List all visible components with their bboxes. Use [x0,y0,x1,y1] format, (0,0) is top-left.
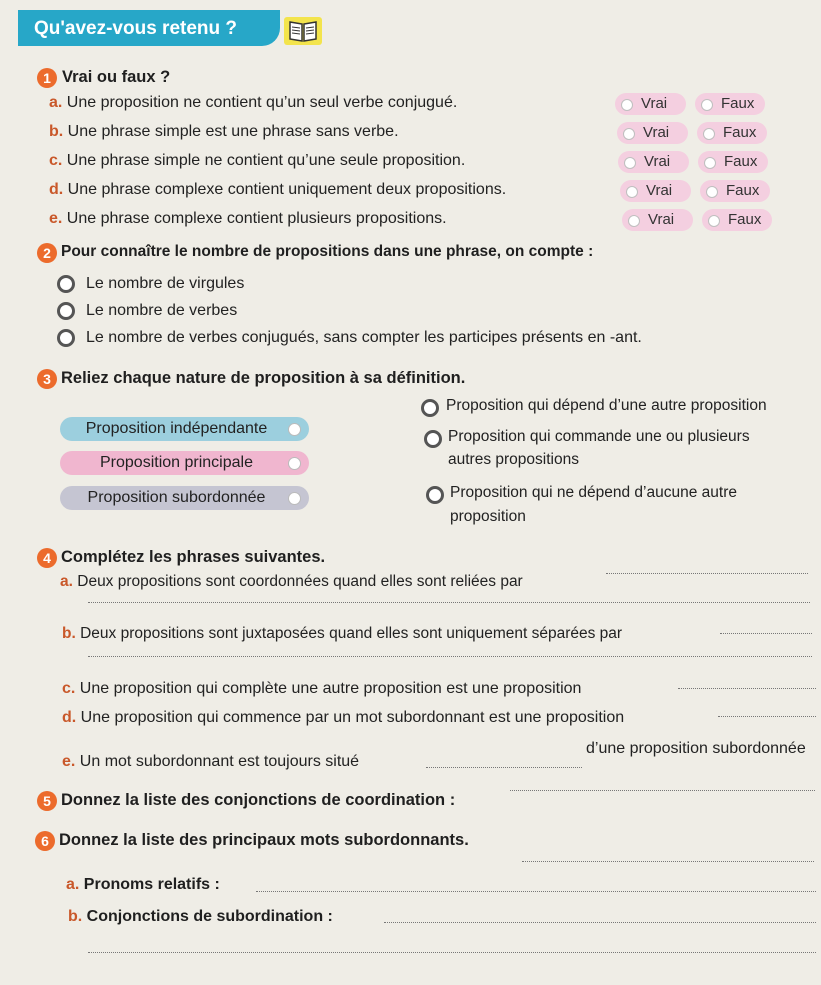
fill-item-cont: d’une proposition subordonnée [586,740,806,757]
false-option[interactable]: Faux [697,122,767,144]
definition-text-cont: proposition [450,508,526,525]
true-option[interactable]: Vrai [617,122,688,144]
nature-independante[interactable]: Proposition indépendante [60,417,309,441]
item-label: c. Une phrase simple ne contient qu’une seule proposition. [49,152,466,169]
option-label: Le nombre de verbes conjugués, sans compter les participes présents en -ant. [86,329,642,346]
radio-option[interactable] [57,275,75,293]
fill-item: a. Deux propositions sont coordonnées quand elles sont reliées par [60,573,523,590]
radio-option[interactable] [57,302,75,320]
false-option[interactable]: Faux [698,151,768,173]
question-title: Vrai ou faux ? [62,68,171,86]
answer-line[interactable] [522,861,814,862]
question-title: Donnez la liste des conjonctions de coordination : [61,791,456,809]
question-title: Reliez chaque nature de proposition à sa définition. [61,369,466,387]
question-title: Pour connaître le nombre de propositions dans une phrase, on compte : [61,243,594,260]
item-label: e. Une phrase complexe contient plusieurs propositions. [49,210,447,227]
true-option[interactable]: Vrai [620,180,691,202]
true-option[interactable]: Vrai [622,209,693,231]
true-option[interactable]: Vrai [615,93,686,115]
answer-line[interactable] [510,790,815,791]
book-icon [283,16,323,46]
item-label: b. Une phrase simple est une phrase sans verbe. [49,123,399,140]
answer-line[interactable] [88,656,812,657]
answer-line[interactable] [718,716,816,717]
fill-item: b. Deux propositions sont juxtaposées quand elles sont uniquement séparées par [62,625,623,642]
question-number: 2 [37,243,57,263]
sub-item: a. Pronoms relatifs : [66,876,220,893]
radio-option[interactable] [57,329,75,347]
answer-line[interactable] [678,688,816,689]
fill-item: e. Un mot subordonnant est toujours situé [62,753,360,770]
answer-line[interactable] [88,602,810,603]
nature-principale[interactable]: Proposition principale [60,451,309,475]
answer-line[interactable] [426,767,582,768]
definition-connector[interactable] [421,399,439,417]
page-title: Qu'avez-vous retenu ? [34,18,238,39]
definition-text: Proposition qui ne dépend d’aucune autre [450,484,737,501]
item-label: d. Une phrase complexe contient uniquement deux propositions. [49,181,507,198]
question-number: 5 [37,791,57,811]
definition-text: Proposition qui commande une ou plusieurs [448,428,750,445]
false-option[interactable]: Faux [695,93,765,115]
fill-item: c. Une proposition qui complète une autre proposition est une proposition [62,680,582,697]
option-label: Le nombre de verbes [86,302,238,319]
option-label: Le nombre de virgules [86,275,245,292]
definition-text: Proposition qui dépend d’une autre proposition [446,397,767,414]
definition-text-cont: autres propositions [448,451,579,468]
question-number: 4 [37,548,57,568]
false-option[interactable]: Faux [700,180,770,202]
answer-line[interactable] [720,633,812,634]
question-number: 3 [37,369,57,389]
question-title: Complétez les phrases suivantes. [61,548,326,566]
question-number: 1 [37,68,57,88]
answer-line[interactable] [256,891,816,892]
nature-subordonnee[interactable]: Proposition subordonnée [60,486,309,510]
true-option[interactable]: Vrai [618,151,689,173]
answer-line[interactable] [88,952,816,953]
answer-line[interactable] [384,922,816,923]
answer-line[interactable] [606,573,808,574]
sub-item: b. Conjonctions de subordination : [68,908,333,925]
definition-connector[interactable] [426,486,444,504]
question-number: 6 [35,831,55,851]
fill-item: d. Une proposition qui commence par un mot subordonnant est une proposition [62,709,625,726]
false-option[interactable]: Faux [702,209,772,231]
item-label: a. Une proposition ne contient qu’un seul verbe conjugué. [49,94,458,111]
definition-connector[interactable] [424,430,442,448]
question-title: Donnez la liste des principaux mots subordonnants. [59,831,469,849]
